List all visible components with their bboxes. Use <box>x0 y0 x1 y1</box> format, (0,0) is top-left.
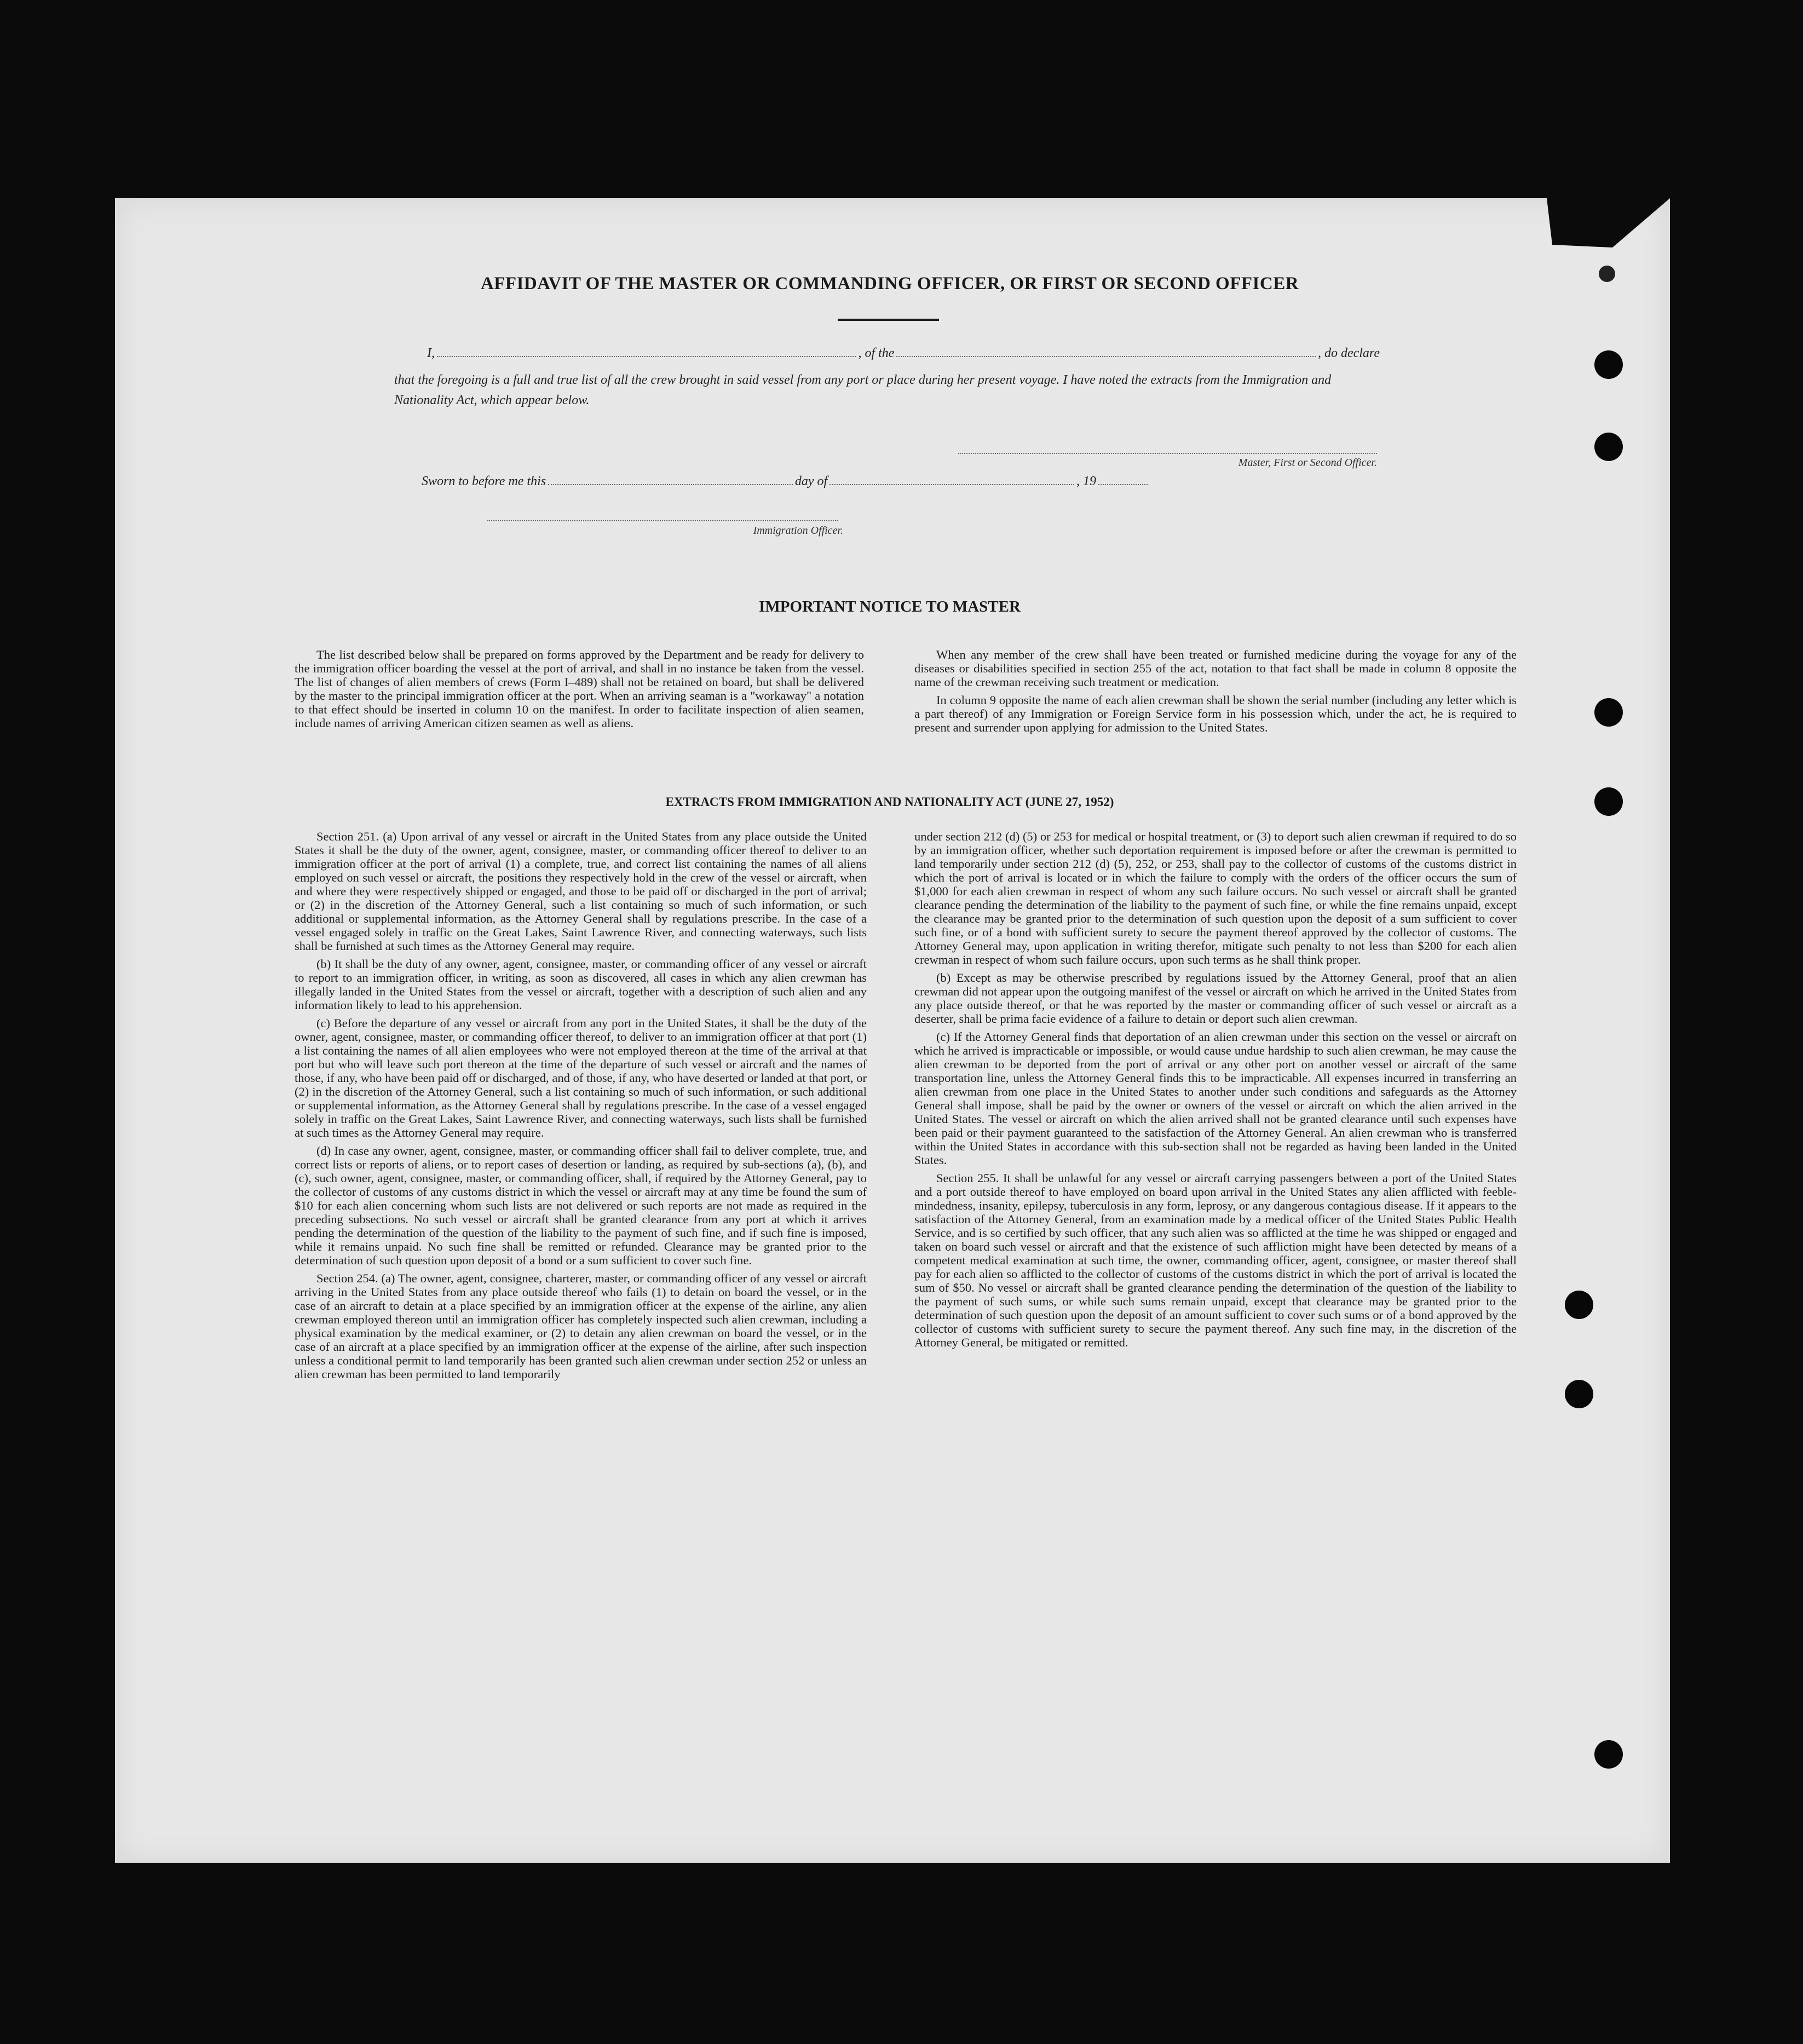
extracts-title: EXTRACTS FROM IMMIGRATION AND NATIONALITY ACT (JUNE 27, 1952) <box>665 795 1114 809</box>
notice-paragraph: When any member of the crew shall have been treated or furnished medicine during the voyage for any of the diseases or disabilities specified in section 255 of the act, notation to that fact shall be made in column 8 opposite the name of the crewman receiving such treatment or medication. <box>914 648 1517 689</box>
punch-hole <box>1594 1740 1623 1769</box>
name-blank[interactable] <box>437 346 856 357</box>
act-section-paragraph: Section 255. It shall be unlawful for any vessel or aircraft carrying passengers between a port of the United States and a port outside thereof to have employed on board upon arrival in the United States any alien afflicted with feeble-mindedness, insanity, epilepsy, tuberculosis in any form, leprosy, or any dangerous contagious disease. If it appears to the satisfaction of the Attorney General, from an examination made by a medical officer of the United States Public Health Service, and is so certified by such officer, that any such alien was so afflicted at the time he was shipped or engaged and taken on board such vessel or aircraft and that the existence of such affliction might have been detected by means of a competent medical examination at such time, the owner, commanding officer, agent, consignee, or master thereof shall pay for each alien so afflicted to the collector of customs of the customs district in which the port of arrival is located the sum of $50. No vessel or aircraft shall be granted clearance pending the determination of the question of the liability to the payment of such sums, or while such sums remain unpaid, except that clearance may be granted prior to the determination of such question upon the deposit of an amount sufficient to cover such sums or of a bond approved by the collector of customs with sufficient surety to secure the payment thereof. Any such fine may, in the discretion of the Attorney General, be mitigated or remitted. <box>914 1171 1517 1349</box>
act-section-paragraph: under section 212 (d) (5) or 253 for medical or hospital treatment, or (3) to deport such alien crewman if required to do so by an immigration officer, whether such deportation requirement is imposed before or after the crewman is permitted to land temporarily under section 212 (d) (5), 252, or 253, shall pay to the collector of customs of the customs district in which the port of arrival is located or in which the failure to comply with the orders of the officer occurs the sum of $1,000 for each alien crewman in respect of whom any such failure occurs. No such vessel or aircraft shall be granted clearance pending the determination of the liability to the payment of such fine, or while the fine remains unpaid, except the clearance may be granted prior to the determination of such question upon the deposit of a sum sufficient to cover such fine, or of a bond with sufficient surety to secure the payment thereof approved by the collector of customs. The Attorney General may, upon application in writing therefor, mitigate such penalty to not less than $200 for each alien crewman in respect of whom such failure occurs, upon such terms as he shall think proper. <box>914 830 1517 966</box>
extracts-right-column <box>914 830 1517 1354</box>
sworn-label: Sworn to before me this <box>422 474 546 488</box>
act-section-paragraph: (c) Before the departure of any vessel or aircraft from any port in the United States, it shall be the duty of the owner, agent, consignee, master, or commanding officer thereof, to deliver to an immigration officer at that port (1) a list containing the names of all alien employees who were not employed thereon at the time of the arrival at that port but who will leave such port thereon at the time of the departure of such vessel or aircraft and the names of those, if any, who have been paid off or discharged, and of those, if any, who have deserted or landed at that port, or (2) in the discretion of the Attorney General, such a list containing so much of such information, or such additional or supplemental information, as the Attorney General shall by regulations prescribe. In the case of a vessel engaged solely in traffic on the Great Lakes, Saint Lawrence River, and connecting waterways, such lists shall be furnished at such times as the Attorney General may require. <box>295 1016 867 1139</box>
punch-hole <box>1594 433 1623 461</box>
declare-of-the-label: , of the <box>858 346 895 360</box>
punch-hole <box>1565 1291 1593 1319</box>
vessel-blank[interactable] <box>896 346 1315 357</box>
act-section-paragraph: (c) If the Attorney General finds that deportation of an alien crewman under this section on the vessel or aircraft on which he arrived is impracticable or impossible, or would cause undue hardship to such alien crewman, he may cause the alien crewman to be deported from the port of arrival or any other port on another vessel or aircraft of the same transportation line, unless the Attorney General finds this to be impracticable. All expenses incurred in transferring an alien crewman from one place in the United States to another under such conditions and safeguards as the Attorney General shall impose, shall be paid by the owner or owners of the vessel or aircraft on which the alien arrived in the United States. The vessel or aircraft on which the alien arrived shall not be granted clearance until such expenses have been paid or their payment guaranteed to the satisfaction of the Attorney General. An alien crewman who is transferred within the United States in accordance with this sub-section shall not be regarded as having been landed in the United States. <box>914 1030 1517 1167</box>
notice-right-column <box>914 648 1517 739</box>
act-section-paragraph: Section 251. (a) Upon arrival of any vessel or aircraft in the United States from any place outside the United States it shall be the duty of the owner, agent, consignee, master, or commanding officer thereof to deliver to an immigration officer at the port of arrival (1) a complete, true, and correct list containing the names of all aliens employed on such vessel or aircraft, the positions they respectively hold in the crew of the vessel or aircraft, when and where they were respectively shipped or engaged, and those to be paid off or discharged in the port of arrival; or (2) in the discretion of the Attorney General, such a list containing so much of such information, or such additional or supplemental information, as the Attorney General shall by regulations prescribe. In the case of a vessel engaged solely in traffic on the Great Lakes, Saint Lawrence River, and connecting waterways, such lists shall be furnished at such times as the Attorney General may require. <box>295 830 867 953</box>
declare-i-label: I, <box>427 346 435 360</box>
notice-paragraph: The list described below shall be prepared on forms approved by the Department and be ready for delivery to the immigration officer boarding the vessel at the port of arrival, and shall in no instance be taken from the vessel. The list of changes of alien members of crews (Form I–489) shall not be retained on board, but shall be delivered by the master to the principal immigration officer at the port. When an arriving seaman is a "workaway" a notation to that effect should be inserted in column 10 on the manifest. In order to facilitate inspection of alien seamen, include names of arriving American citizen seamen as well as aliens. <box>295 648 864 730</box>
punch-hole <box>1594 787 1623 816</box>
sworn-year-blank[interactable] <box>1098 474 1148 485</box>
act-section-paragraph: (b) It shall be the duty of any owner, agent, consignee, master, or commanding officer of any vessel or aircraft to report to an immigration officer, in writing, as soon as discovered, all cases in which any alien crewman has illegally landed in the United States from the vessel or aircraft, together with a description of such alien and any information likely to lead to his apprehension. <box>295 957 867 1012</box>
act-section-paragraph: (d) In case any owner, agent, consignee, master, or commanding officer shall fail to deliver complete, true, and correct lists or reports of aliens, or to report cases of desertion or landing, as required by sub-sections (a), (b), and (c), such owner, agent, consignee, master, or commanding officer, shall, if required by the Attorney General, pay to the collector of customs of any customs district in which the vessel or aircraft may at any time be found the sum of $10 for each alien concerning whom such lists are not delivered or such reports are not made as required in the preceding subsections. No such vessel or aircraft shall be granted clearance from any port at which it arrives pending the determination of the question of the liability to the payment of such fine, and if such fine is imposed, while it remains unpaid. No such fine shall be remitted or refunded. Clearance may be granted prior to the determination of such question upon deposit of a bond or a sum sufficient to cover such fine. <box>295 1144 867 1267</box>
sworn-day-blank[interactable] <box>548 474 793 485</box>
punch-hole <box>1594 350 1623 379</box>
affidavit-title: AFFIDAVIT OF THE MASTER OR COMMANDING OFFICER, OR FIRST OR SECOND OFFICER <box>480 274 1299 293</box>
title-rule <box>838 319 939 321</box>
declare-label: , do declare <box>1317 346 1380 360</box>
officer-signature-label: Master, First or Second Officer. <box>1238 457 1377 469</box>
extracts-left-column <box>295 830 867 1385</box>
notice-title: IMPORTANT NOTICE TO MASTER <box>759 598 1021 615</box>
act-section-paragraph: (b) Except as may be otherwise prescribed by regulations issued by the Attorney General, proof that an alien crewman did not appear upon the outgoing manifest of the vessel or aircraft on which he arrived in the United States from any place outside thereof, or that he was reported by the master or commanding officer of such vessel or aircraft as a deserter, shall be prima facie evidence of a failure to detain or deport such alien crewman. <box>914 971 1517 1026</box>
immigration-signature-label: Immigration Officer. <box>753 525 843 537</box>
officer-signature-line[interactable] <box>958 453 1377 454</box>
declaration-text: that the foregoing is a full and true list of all the crew brought in said vessel from any port or place during her present voyage. I have noted the extracts from the Immigration and Nationality Act, which appear below. <box>394 373 1332 407</box>
notice-left-column <box>295 648 864 734</box>
punch-hole <box>1594 698 1623 727</box>
day-of-label: day of <box>794 474 828 488</box>
act-section-paragraph: Section 254. (a) The owner, agent, consignee, charterer, master, or commanding officer of any vessel or aircraft arriving in the United States from any place outside thereof who fails (1) to detain on board the vessel, or in the case of an aircraft to detain at a place specified by an immigration officer at the expense of the airline, any alien crewman employed thereon until an immigration officer has completely inspected such alien crewman, including a physical examination by the medical examiner, or (2) to detain any alien crewman on board the vessel, or in the case of an aircraft at a place specified by an immigration officer at the expense of the airline, after such inspection unless a conditional permit to land temporarily has been granted such alien crewman under section 252 or unless an alien crewman has been permitted to land temporarily <box>295 1271 867 1381</box>
notice-paragraph: In column 9 opposite the name of each alien crewman shall be shown the serial number (including any letter which is a part thereof) of any Immigration or Foreign Service form in his possession which, under the act, he is required to present and surrender upon applying for admission to the United States. <box>914 693 1517 734</box>
sworn-line <box>422 474 1150 489</box>
declaration-line <box>427 346 1380 361</box>
hole-fragment <box>1599 266 1615 282</box>
immigration-signature-line[interactable] <box>487 520 838 521</box>
punch-hole <box>1565 1380 1593 1408</box>
sworn-month-blank[interactable] <box>830 474 1074 485</box>
year-label: , 19 <box>1076 474 1096 488</box>
